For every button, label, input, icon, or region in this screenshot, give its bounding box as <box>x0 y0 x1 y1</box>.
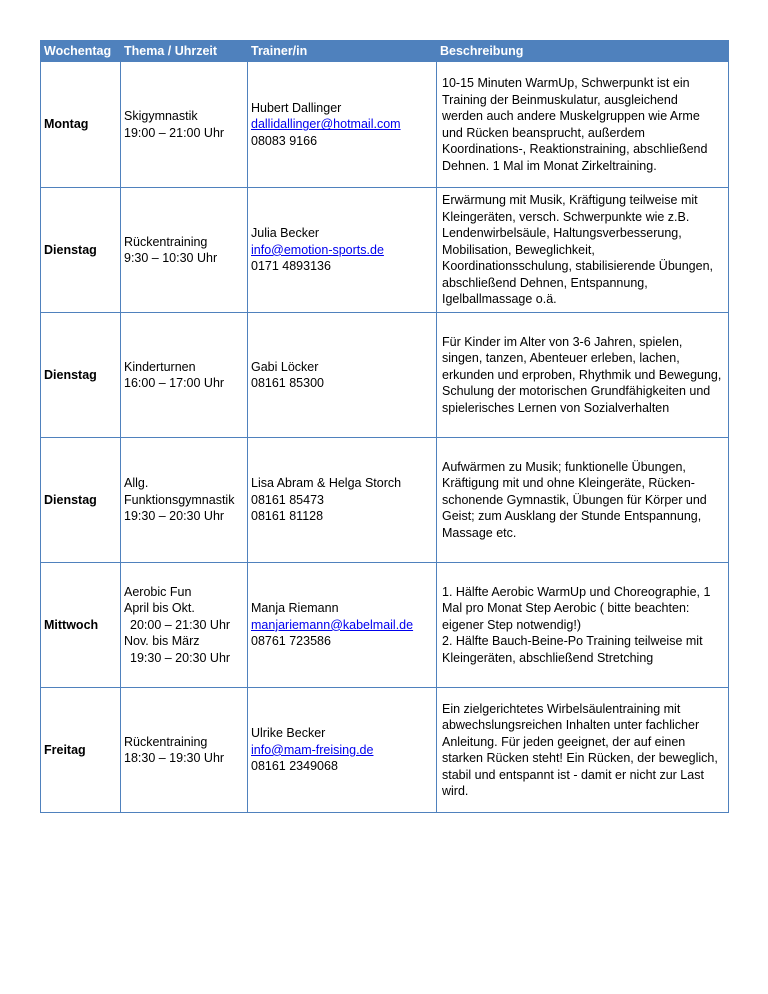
row-description <box>437 563 729 688</box>
trainer-phone-2: 08161 81128 <box>251 509 324 524</box>
trainer-name: Gabi Löcker <box>251 359 319 374</box>
row-description: Ein zielgerichtetes Wirbelsäulentraining mit abwechslungsreichen Inhalten unter fachlicher Anleitung. Für jeden geeignet, der auf einen starken Rücken steht! Ein Rücken, der beweglich, stabil und entspannt ist - damit er nicht zur Last wird. <box>437 688 729 813</box>
topic-time: 16:00 – 17:00 Uhr <box>124 376 225 390</box>
topic-title: Rückentraining <box>124 234 208 249</box>
trainer-phone: 08161 85300 <box>251 376 324 390</box>
trainer-phone: 08761 723586 <box>251 634 331 649</box>
topic-title: Rückentraining <box>124 734 208 749</box>
table-row <box>41 313 729 438</box>
topic-title: Kinderturnen <box>124 359 196 374</box>
table-header-row <box>41 41 729 62</box>
row-description: Aufwärmen zu Musik; funktionelle Übungen, Kräftigung mit und ohne Kleingeräte, Rücken-schonende Gymnastik, Übungen für Körper und Geist; zum Ausklang der Stunde Entspannung, Massage etc. <box>437 438 729 563</box>
row-day: Dienstag <box>41 438 121 563</box>
table-row <box>41 188 729 313</box>
row-trainer <box>248 62 437 188</box>
topic-time: 19:00 – 21:00 Uhr <box>124 125 225 140</box>
row-topic <box>121 62 248 188</box>
trainer-name: Hubert Dallinger <box>251 100 342 115</box>
topic-period-summer: April bis Okt. <box>124 601 195 616</box>
description-part-1: 1. Hälfte Aerobic WarmUp und Choreographie, 1 Mal pro Monat Step Aerobic ( bitte beachten: eigener Step notwendig!) <box>442 584 711 632</box>
topic-time-summer: 20:00 – 21:30 Uhr <box>130 617 231 632</box>
table-row <box>41 62 729 188</box>
topic-subtitle: Funktionsgymnastik <box>124 492 235 507</box>
row-trainer <box>248 438 437 563</box>
row-description: 10-15 Minuten WarmUp, Schwerpunkt ist ein Training der Beinmuskulatur, ausgleichend werden auch andere Muskelgruppen wie Arme und Rücken beansprucht, außerdem Koordinations-, Reaktionstraining, abschließend Dehnen. 1 Mal im Monat Zirkeltraining. <box>437 62 729 188</box>
trainer-phone: 08161 85473 <box>251 492 324 507</box>
trainer-name: Lisa Abram & Helga Storch <box>251 476 402 491</box>
row-trainer <box>248 563 437 688</box>
trainer-email-link[interactable]: manjariemann@kabelmail.de <box>251 617 414 632</box>
row-topic <box>121 188 248 313</box>
trainer-phone: 0171 4893136 <box>251 259 331 274</box>
topic-time: 19:30 – 20:30 Uhr <box>124 509 225 524</box>
row-topic <box>121 688 248 813</box>
topic-title: Allg. <box>124 476 149 491</box>
row-description: Für Kinder im Alter von 3-6 Jahren, spielen, singen, tanzen, Abenteuer erleben, lachen, erkunden und erproben, Rhythmik und Bewegung, Schulung der motorischen Grundfähigkeiten und spielerisches Lernen von Sozialverhalten <box>437 313 729 438</box>
topic-period-winter: Nov. bis März <box>124 634 200 649</box>
row-topic <box>121 438 248 563</box>
trainer-email-link[interactable]: info@mam-freising.de <box>251 742 374 757</box>
topic-time: 18:30 – 19:30 Uhr <box>124 751 225 765</box>
row-topic <box>121 313 248 438</box>
row-day: Freitag <box>41 688 121 813</box>
row-trainer <box>248 188 437 313</box>
trainer-phone: 08161 2349068 <box>251 759 338 774</box>
table-row <box>41 688 729 813</box>
header-trainer: Trainer/in <box>248 41 437 62</box>
row-day: Montag <box>41 62 121 188</box>
header-description: Beschreibung <box>437 41 729 62</box>
trainer-name: Manja Riemann <box>251 601 339 616</box>
table-row <box>41 563 729 688</box>
row-day: Dienstag <box>41 188 121 313</box>
trainer-email-link[interactable]: info@emotion-sports.de <box>251 242 384 257</box>
row-day: Dienstag <box>41 313 121 438</box>
row-day: Mittwoch <box>41 563 121 688</box>
description-part-2: 2. Hälfte Bauch-Beine-Po Training teilweise mit Kleingeräten, abschließend Stretching <box>442 634 703 665</box>
topic-time-winter: 19:30 – 20:30 Uhr <box>130 650 231 665</box>
course-schedule-table <box>40 40 729 813</box>
trainer-phone: 08083 9166 <box>251 133 318 148</box>
topic-title: Skigymnastik <box>124 109 198 123</box>
row-trainer <box>248 313 437 438</box>
row-topic <box>121 563 248 688</box>
header-topic: Thema / Uhrzeit <box>121 41 248 62</box>
trainer-name: Julia Becker <box>251 226 320 241</box>
topic-title: Aerobic Fun <box>124 584 192 599</box>
table-row <box>41 438 729 563</box>
trainer-email-link[interactable]: dallidallinger@hotmail.com <box>251 117 401 132</box>
row-description: Erwärmung mit Musik, Kräftigung teilweise mit Kleingeräten, versch. Schwerpunkte wie z.B. Lendenwirbelsäule, Haltungsverbesserung, Mobilisation, Beweglichkeit, Koordinationsschulung, stabilisierende Übungen, abschließend Dehnen, Entspannung, Igelballmassage o.ä. <box>437 188 729 313</box>
topic-time: 9:30 – 10:30 Uhr <box>124 251 218 265</box>
row-trainer <box>248 688 437 813</box>
header-day: Wochentag <box>41 41 121 62</box>
trainer-name: Ulrike Becker <box>251 726 326 741</box>
